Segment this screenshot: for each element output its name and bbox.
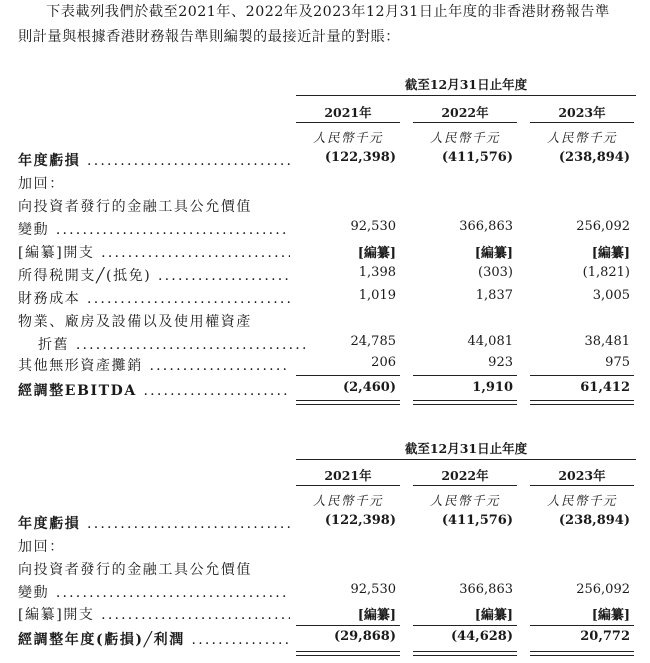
row-value: 38,481 — [584, 334, 630, 349]
subtotal-rule — [296, 375, 400, 376]
row-label: 經調整年度(虧損)╱利潤 ..... — [18, 629, 290, 649]
row-value: 923 — [488, 355, 513, 370]
year-underline — [530, 485, 634, 486]
intro-line-1: 下表載列我們於截至2021年、2022年及2023年12月31日止年度的非香港財務報告準 — [46, 4, 610, 20]
row-value: [編纂] — [591, 608, 630, 623]
row-value: (122,398) — [324, 150, 396, 165]
total-double-rule — [296, 400, 400, 405]
row-value: (303) — [478, 265, 513, 280]
subtotal-rule — [296, 625, 400, 626]
table-row — [0, 536, 650, 558]
intro-paragraph — [18, 0, 644, 50]
table-row — [0, 265, 650, 287]
row-value: 256,092 — [576, 219, 630, 234]
subtotal-rule — [530, 375, 634, 376]
table-row — [0, 150, 650, 172]
row-value: 366,863 — [459, 582, 513, 597]
row-value: [編纂] — [591, 246, 630, 261]
row-label: 其他無形資產攤銷 ..... — [18, 355, 290, 375]
row-value: (44,628) — [450, 629, 513, 644]
table-row — [0, 196, 650, 218]
row-value: (238,894) — [558, 150, 630, 165]
row-value: [編纂] — [357, 608, 396, 623]
table-row — [0, 355, 650, 377]
row-label: 財務成本 ..... — [18, 288, 290, 308]
row-label: [編纂]開支 ..... — [18, 604, 290, 624]
row-label: [編纂]開支 ..... — [18, 242, 290, 262]
year-underline — [530, 122, 634, 123]
row-value: 92,530 — [350, 219, 396, 234]
row-value: 1,398 — [358, 265, 396, 280]
row-value: (238,894) — [558, 513, 630, 528]
period-header: 截至12月31日止年度 — [404, 77, 528, 92]
total-row — [0, 380, 650, 402]
table-row — [0, 311, 650, 333]
row-label: 加回： — [18, 539, 65, 555]
year-underline — [413, 485, 517, 486]
row-value: 20,772 — [580, 629, 630, 644]
row-value: 3,005 — [592, 288, 630, 303]
table-row — [0, 582, 650, 604]
year-underline — [296, 122, 400, 123]
row-label: 年度虧損 ..... — [18, 513, 290, 533]
period-underline — [296, 95, 636, 96]
year-header-2023: 2023年 — [558, 105, 606, 120]
table-row — [0, 242, 650, 264]
row-value: 975 — [605, 355, 630, 370]
row-label: 年度虧損 ..... — [18, 150, 290, 170]
period-underline — [296, 459, 636, 460]
row-value: (122,398) — [324, 513, 396, 528]
intro-line-2: 則計量與根據香港財務報告準則編製的最接近計量的對賬： — [18, 29, 400, 45]
unit-label: 人民幣千元 — [429, 130, 500, 145]
row-label: 所得税開支╱(抵免) ..... — [18, 265, 290, 285]
row-value: 206 — [371, 355, 396, 370]
year-header-2021: 2021年 — [324, 468, 372, 483]
unit-label: 人民幣千元 — [546, 493, 617, 508]
row-value: (1,821) — [582, 265, 630, 280]
table-row — [0, 288, 650, 310]
row-value: 24,785 — [350, 334, 396, 349]
total-double-rule — [296, 651, 400, 656]
row-value: (2,460) — [342, 380, 396, 395]
row-value: (411,576) — [441, 513, 513, 528]
table-row — [0, 559, 650, 581]
row-value: 256,092 — [576, 582, 630, 597]
row-value: [編纂] — [357, 246, 396, 261]
row-value: 61,412 — [580, 380, 630, 395]
row-value: 1,019 — [358, 288, 396, 303]
row-value: [編纂] — [474, 246, 513, 261]
table-row — [0, 219, 650, 241]
year-header-2023: 2023年 — [558, 468, 606, 483]
total-double-rule — [413, 400, 517, 405]
unit-label: 人民幣千元 — [546, 130, 617, 145]
row-value: 366,863 — [459, 219, 513, 234]
row-label: 加回： — [18, 176, 65, 192]
row-value: [編纂] — [474, 608, 513, 623]
unit-label: 人民幣千元 — [429, 493, 500, 508]
row-value: 44,081 — [467, 334, 513, 349]
row-label: 變動 ..... — [18, 582, 290, 602]
year-header-2022: 2022年 — [441, 468, 489, 483]
table-row — [0, 604, 650, 626]
subtotal-rule — [530, 625, 634, 626]
year-header-2022: 2022年 — [441, 105, 489, 120]
row-value: (411,576) — [441, 150, 513, 165]
table-row — [0, 334, 650, 356]
row-value: (29,868) — [333, 629, 396, 644]
row-label: 向投資者發行的金融工具公允價值 — [18, 199, 252, 215]
row-label: 折舊 ..... — [18, 334, 310, 354]
unit-label: 人民幣千元 — [312, 130, 383, 145]
row-value: 1,837 — [475, 288, 513, 303]
subtotal-rule — [413, 625, 517, 626]
subtotal-rule — [413, 375, 517, 376]
total-row — [0, 629, 650, 651]
row-label: 向投資者發行的金融工具公允價值 — [18, 562, 252, 578]
row-value: 1,910 — [472, 380, 513, 395]
total-double-rule — [530, 651, 634, 656]
total-double-rule — [530, 400, 634, 405]
row-label: 變動 ..... — [18, 219, 290, 239]
year-underline — [413, 122, 517, 123]
year-header-2021: 2021年 — [324, 105, 372, 120]
table-row — [0, 173, 650, 195]
year-underline — [296, 485, 400, 486]
unit-label: 人民幣千元 — [312, 493, 383, 508]
table-row — [0, 513, 650, 535]
total-double-rule — [413, 651, 517, 656]
period-header: 截至12月31日止年度 — [404, 441, 528, 456]
row-value: 92,530 — [350, 582, 396, 597]
row-label: 經調整EBITDA ..... — [18, 380, 290, 400]
row-label: 物業、廠房及設備以及使用權資產 — [18, 314, 252, 330]
